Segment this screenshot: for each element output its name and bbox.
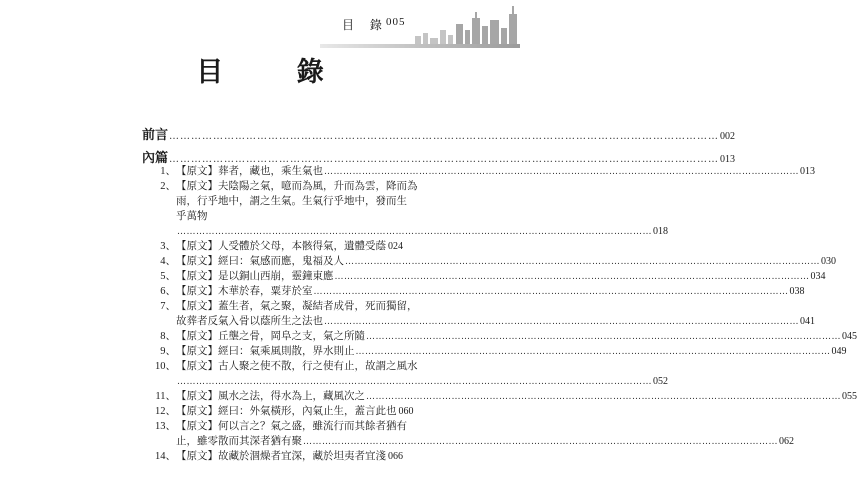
section-page: 002 — [720, 131, 736, 142]
page-title: 目 錄 — [196, 57, 356, 88]
toc-section-preface[interactable]: 前言 …………………………………………………………………………………………………………………………………… 002 — [142, 124, 392, 143]
running-title: 目 錄 — [342, 18, 388, 32]
toc-section-inner[interactable]: 內篇 …………………………………………………………………………………………………………………………………… 013 — [142, 147, 392, 166]
section-label: 前言 — [142, 128, 169, 143]
page-number: 005 — [386, 16, 406, 28]
running-header — [0, 0, 520, 48]
section-label: 內篇 — [142, 151, 169, 166]
section-page: 013 — [720, 154, 736, 165]
